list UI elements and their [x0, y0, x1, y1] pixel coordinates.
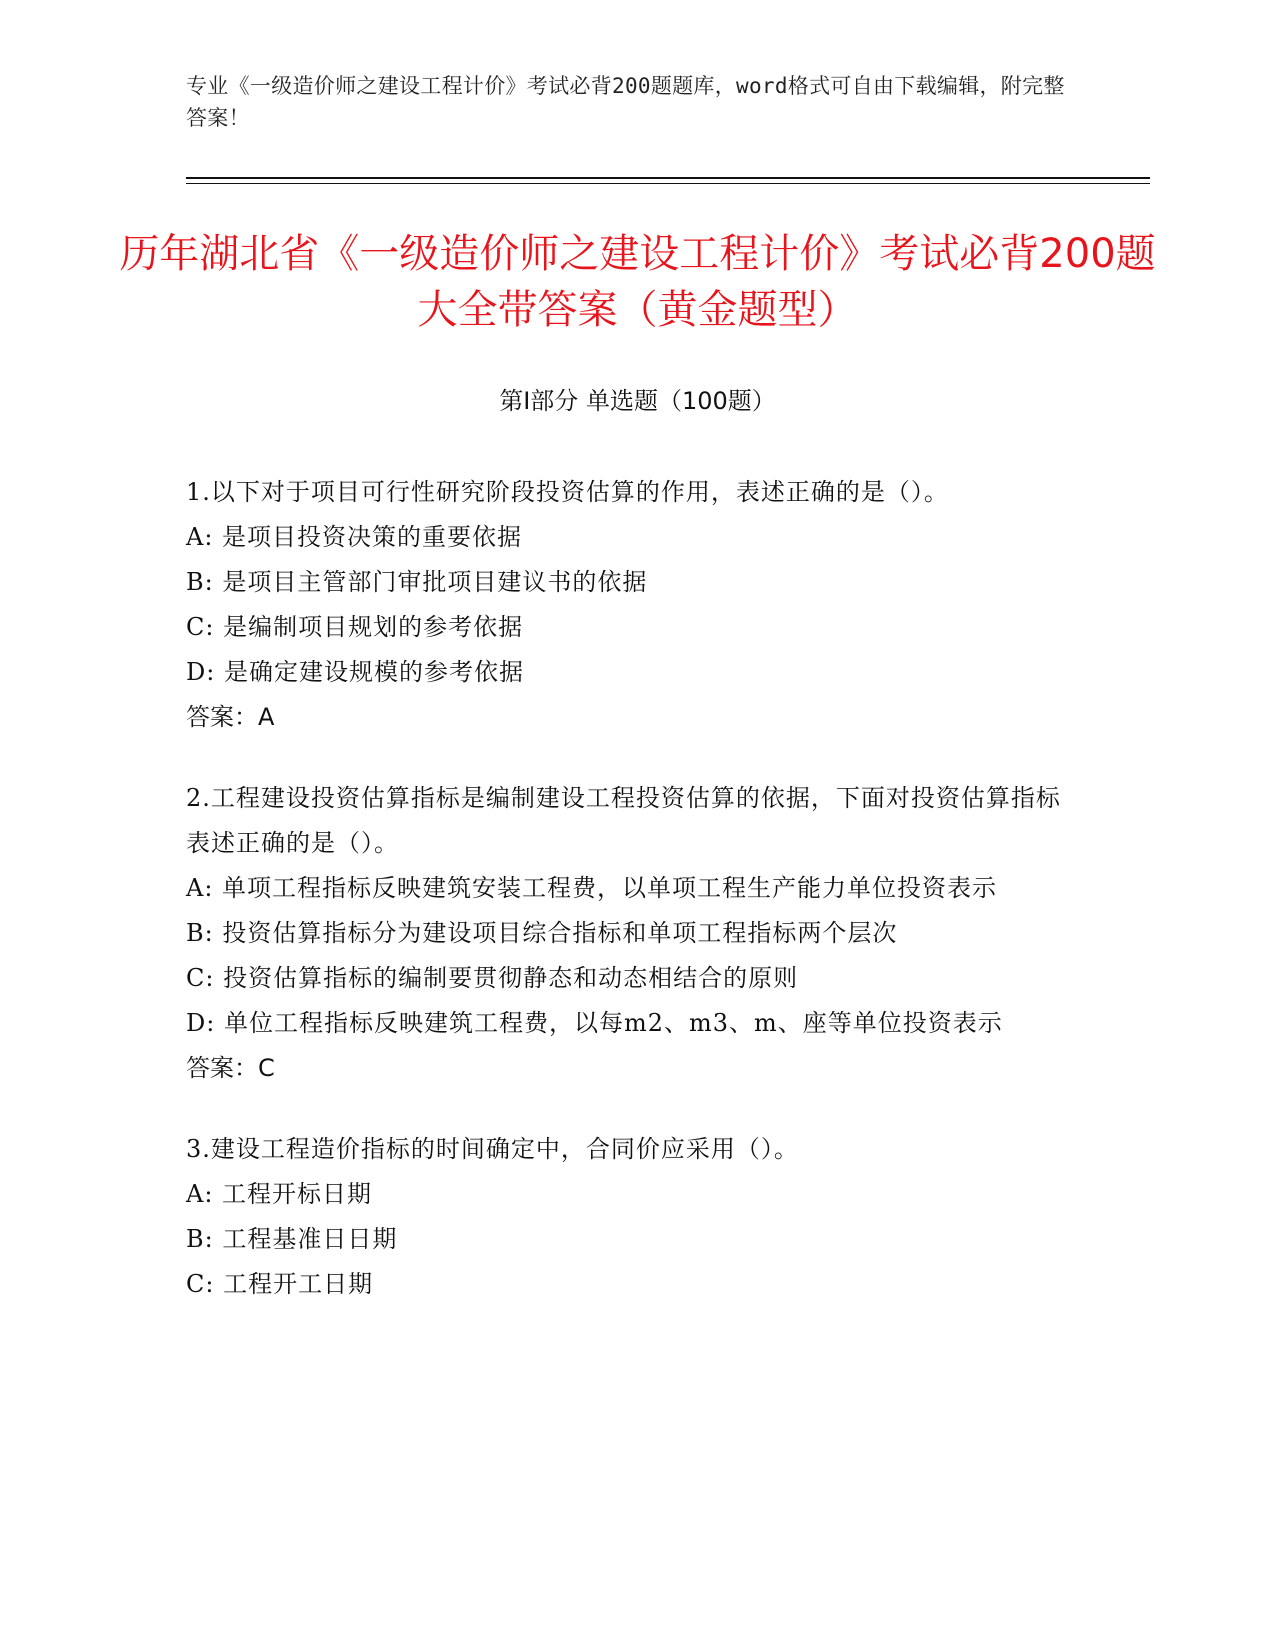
- option-a: A: 单项工程指标反映建筑安装工程费，以单项工程生产能力单位投资表示: [186, 874, 998, 902]
- question-2: [186, 776, 1066, 1091]
- option-b: B: 投资估算指标分为建设项目综合指标和单项工程指标两个层次: [186, 919, 898, 947]
- option-b: B: 工程基准日日期: [186, 1225, 398, 1253]
- option-d: D: 是确定建设规模的参考依据: [186, 658, 524, 686]
- option-b: B: 是项目主管部门审批项目建议书的依据: [186, 568, 648, 596]
- option-a: A: 是项目投资决策的重要依据: [186, 523, 523, 551]
- header-divider-thin: [186, 183, 1150, 184]
- question-list: [186, 470, 1066, 1343]
- question-1: [186, 470, 1066, 740]
- option-c: C: 是编制项目规划的参考依据: [186, 613, 524, 641]
- question-stem: 2.工程建设投资估算指标是编制建设工程投资估算的依据，下面对投资估算指标表述正确的是（）。: [186, 784, 1061, 857]
- header-note: 专业《一级造价师之建设工程计价》考试必背200题题库，word格式可自由下载编辑，附完整答案！: [186, 74, 1065, 130]
- option-c: C: 投资估算指标的编制要贯彻静态和动态相结合的原则: [186, 964, 799, 992]
- answer: 答案：C: [186, 1054, 275, 1082]
- document-title: 历年湖北省《一级造价师之建设工程计价》考试必背200题大全带答案（黄金题型）: [119, 231, 1156, 333]
- question-stem: 3.建设工程造价指标的时间确定中，合同价应采用（）。: [186, 1135, 799, 1163]
- section-heading: 第I部分 单选题（100题）: [499, 387, 776, 415]
- option-d: D: 单位工程指标反映建筑工程费，以每m2、m3、m、座等单位投资表示: [186, 1009, 1003, 1037]
- question-stem: 1.以下对于项目可行性研究阶段投资估算的作用，表述正确的是（）。: [186, 478, 949, 506]
- option-c: C: 工程开工日期: [186, 1270, 374, 1298]
- answer: 答案：A: [186, 703, 275, 731]
- question-3: [186, 1127, 1066, 1307]
- header-divider-thick: [186, 177, 1150, 179]
- option-a: A: 工程开标日期: [186, 1180, 373, 1208]
